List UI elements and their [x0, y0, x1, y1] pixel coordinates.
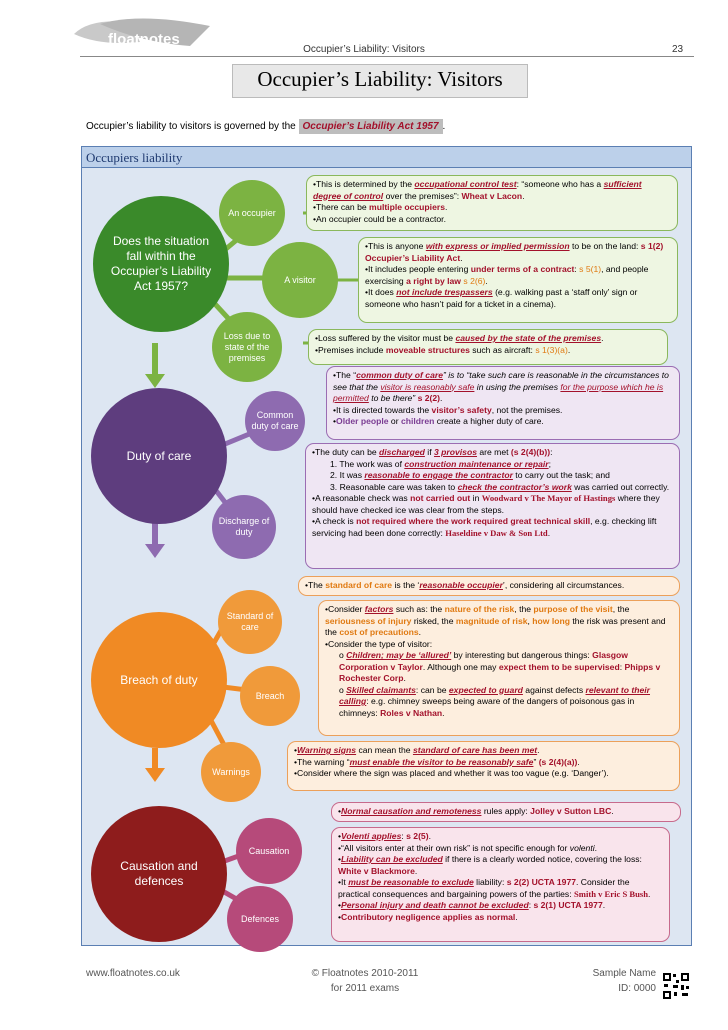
footer-copyright: © Floatnotes 2010-2011 [311, 968, 419, 979]
arrow-head-1 [145, 374, 165, 388]
standard-box [298, 576, 680, 596]
qr-code-icon [662, 972, 690, 1000]
causation-box [331, 802, 681, 822]
breach-box [318, 600, 680, 736]
visitor-point-2: •It includes people entering under terms of a contract: s 5(1), and people exercising a right by law s 2(6). [365, 264, 649, 286]
footer-website[interactable]: www.floatnotes.co.uk [86, 968, 180, 979]
duty-of-care-circle: Duty of care [91, 388, 227, 524]
defences-point-2: •“All visitors enter at their own risk” is not specific enough for volenti. [338, 842, 598, 853]
breach-circle: Breach [240, 666, 300, 726]
loss-point-2: •Premises include moveable structures such as aircraft: s 1(3)(a). [315, 344, 571, 355]
standard-point: •The standard of care is the ‘reasonable occupier’, considering all circumstances. [305, 580, 625, 590]
causation-point: •Normal causation and remoteness rules apply: Jolley v Sutton LBC. [338, 806, 614, 816]
footer-id: ID: 0000 [618, 983, 656, 994]
intro-end: . [442, 121, 446, 132]
footer-sample-name: Sample Name [592, 968, 656, 979]
header-divider [80, 56, 694, 57]
discharge-point-2: •A reasonable check was not carried out in Woodward v The Mayor of Hastings where they should have checked ice was clear from the steps. [312, 493, 660, 515]
breach-of-duty-circle: Breach of duty [91, 612, 227, 748]
causation-defences-circle: Causation and defences [91, 806, 227, 942]
visitor-point-1: •This is anyone with express or implied permission to be on the land: s 1(2) Occupier’s Liability Act. [365, 241, 664, 263]
common-point-3: •Older people or children create a higher duty of care. [333, 416, 544, 426]
section-title: Occupiers liability [86, 150, 183, 165]
discharge-point-3: •A check is not required where the work required great technical skill, e.g. checking lift servicing had been done correctly: Haseldine v Daw & Son Ltd. [312, 516, 657, 538]
does-situation-fall-circle: Does the situation fall within the Occupier’s Liability Act 1957? [93, 196, 229, 332]
page-title: Occupier’s Liability: Visitors [257, 67, 503, 91]
intro-text [86, 121, 445, 132]
standard-circle: Standard of care [218, 590, 282, 654]
arrow-head-3 [145, 768, 165, 782]
causation-circle: Causation [236, 818, 302, 884]
discharge-circle: Discharge of duty [212, 495, 276, 559]
breach-point-1: •Consider factors such as: the nature of the risk, the purpose of the visit, the seriousness of injury risked, the magnitude of risk, how long the risk was present and the cost of precautions. [325, 604, 666, 637]
occupier-box [306, 175, 678, 231]
breach-sub-1: o Children; may be ‘allured’ by interesting but dangerous things: Glasgow Corporation v Taylor. Although one may expect them to be supervised: Phipps v Rochester Corp. [339, 650, 661, 683]
warnings-point-1: •Warning signs can mean the standard of care has been met. [294, 745, 540, 755]
warnings-point-2: •The warning “must enable the visitor to be reasonably safe” (s 2(4)(a)). [294, 756, 580, 767]
warnings-circle: Warnings [201, 742, 261, 802]
common-point-1: •The “common duty of care” is to “take such care is reasonable in the circumstances to see that the visitor is reasonably safe in using the premises for the purpose which he is permitted to be there” s 2(2). [333, 370, 669, 403]
visitor-point-3: •It does not include trespassers (e.g. walking past a ‘staff only’ sign or someone who hasn’t paid for a ticket in a cinema). [365, 287, 638, 309]
defences-point-4: •It must be reasonable to exclude liability: s 2(2) UCTA 1977. Consider the practical consequences and bargaining powers of the parties: Smith v Eric S Bush. [338, 877, 651, 899]
common-point-2: •It is directed towards the visitor’s safety, not the premises. [333, 404, 563, 415]
warnings-box [287, 741, 680, 791]
defences-point-3: •Liability can be excluded if there is a clearly worded notice, covering the loss: White v Blackmore. [338, 854, 642, 876]
defences-point-1: •Volenti applies: s 2(5). [338, 831, 431, 841]
discharge-box [305, 443, 680, 569]
discharge-point-1: •The duty can be discharged if 3 provisos are met (s 2(4)(b)): [312, 447, 553, 457]
common-duty-circle: Common duty of care [245, 391, 305, 451]
running-title: Occupier’s Liability: Visitors [303, 44, 425, 55]
loss-point-1: •Loss suffered by the visitor must be caused by the state of the premises. [315, 333, 604, 343]
warnings-point-3: •Consider where the sign was placed and whether it was too vague (e.g. ‘Danger’). [294, 768, 609, 778]
breach-point-2: •Consider the type of visitor: [325, 638, 433, 649]
loss-circle: Loss due to state of the premises [212, 312, 282, 382]
occupier-point-1: •This is determined by the occupational control test: “someone who has a sufficient degree of control over the premises”: Wheat v Lacon. [313, 179, 642, 201]
breach-sub-2: o Skilled claimants: can be expected to guard against defects relevant to their calling: e.g. chimney sweeps being aware of the dangers of poisonous gas in chimneys: Roles v Nathan. [339, 684, 650, 718]
proviso-3: 3. Reasonable care was taken to check the contractor’s work was carried out correctly. [330, 481, 670, 492]
common-duty-box [326, 366, 680, 440]
defences-box [331, 827, 670, 942]
proviso-2: 2. It was reasonable to engage the contractor to carry out the task; and [330, 470, 610, 480]
visitor-circle: A visitor [262, 242, 338, 318]
intro-lead: Occupier’s liability to visitors is governed by the [86, 121, 296, 132]
defences-point-6: •Contributory negligence applies as normal. [338, 911, 518, 922]
defences-point-5: •Personal injury and death cannot be excluded: s 2(1) UCTA 1977. [338, 900, 606, 910]
occupier-circle: An occupier [219, 180, 285, 246]
svg-text:floatnotes: floatnotes [108, 31, 180, 48]
defences-circle: Defences [227, 886, 293, 952]
footer-exam-year: for 2011 exams [330, 983, 400, 994]
proviso-1: 1. The work was of construction maintenance or repair; [330, 458, 551, 469]
arrow-head-2 [145, 544, 165, 558]
loss-box [308, 329, 668, 365]
visitor-box [358, 237, 678, 323]
occupier-point-2: •There can be multiple occupiers. [313, 202, 448, 212]
occupier-point-3: •An occupier could be a contractor. [313, 213, 446, 224]
page-number: 23 [672, 44, 684, 55]
act-name: Occupier’s Liability Act 1957 [299, 119, 443, 134]
